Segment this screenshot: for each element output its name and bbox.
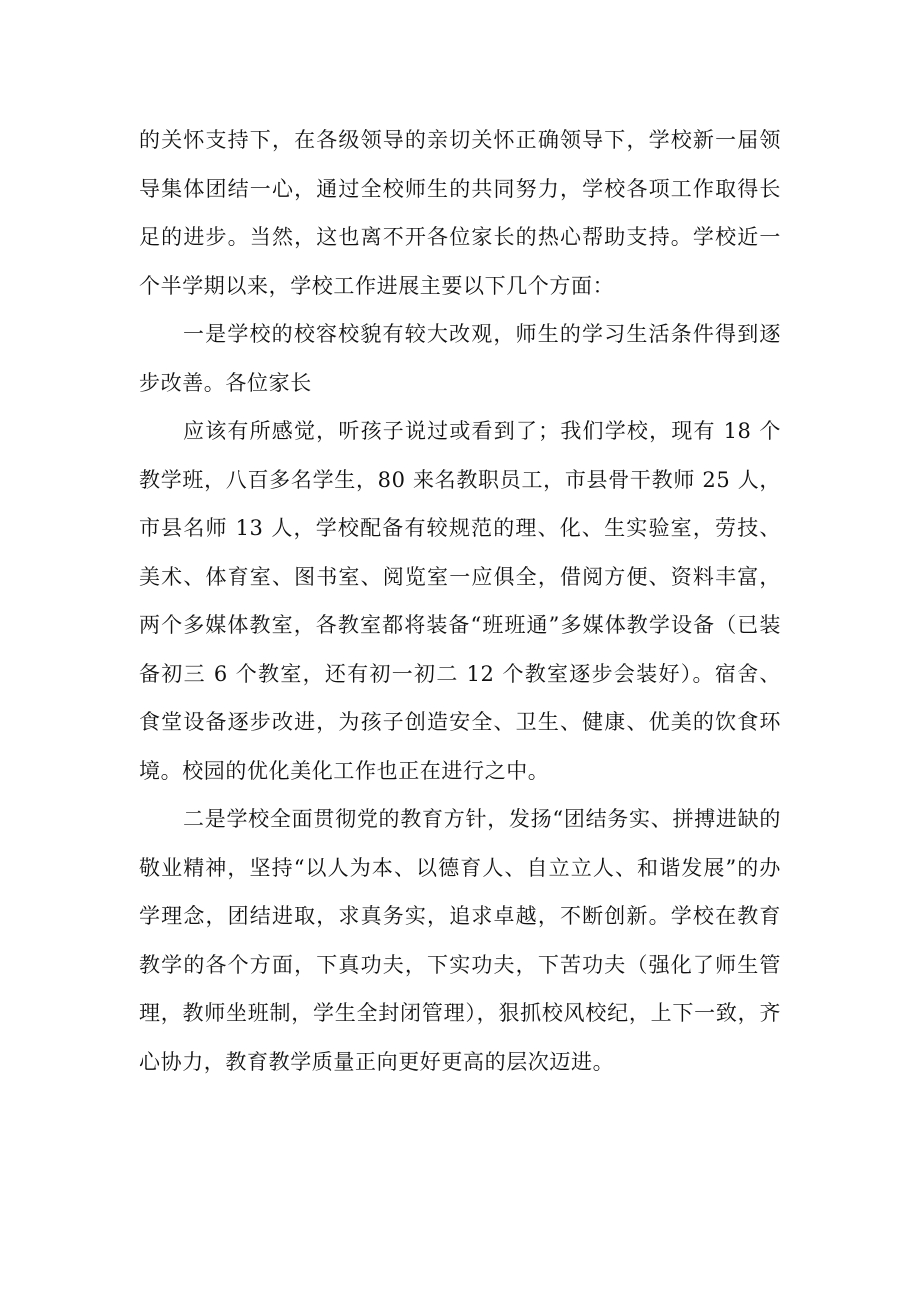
- paragraph-campus-improvement: 一是学校的校容校貌有较大改观，师生的学习生活条件得到逐步改善。各位家长: [139, 322, 781, 395]
- paragraph-education-policy: 二是学校全面贯彻党的教育方针，发扬“团结务实、拼搏进缺的敬业精神，坚持“以人为本、以德育人、自立立人、和谐发展”的办学理念，团结进取，求真务实，追求卓越，不断创新。学校在教育教学的各个方面，下真功夫，下实功夫，下苦功夫（强化了师生管理，教师坐班制，学生全封闭管理），狠抓校风校纪，上下一致，齐心协力，教育教学质量正向更好更高的层次迈进。: [139, 807, 781, 1074]
- paragraph-continuation: 的关怀支持下，在各级领导的亲切关怀正确领导下，学校新一届领导集体团结一心，通过全校师生的共同努力，学校各项工作取得长足的进步。当然，这也离不开各位家长的热心帮助支持。学校近一个半学期以来，学校工作进展主要以下几个方面：: [139, 128, 781, 298]
- document-body: [139, 116, 781, 1086]
- paragraph-school-facilities: 应该有所感觉，听孩子说过或看到了；我们学校，现有 18 个教学班，八百多名学生，80 来名教职员工，市县骨干教师 25 人，市县名师 13 人，学校配备有较规范的理、化、生实验室，劳技、美术、体育室、图书室、阅览室一应俱全，借阅方便、资料丰富，两个多媒体教室，各教室都将装备“班班通”多媒体教学设备（已装备初三 6 个教室，还有初一初二 12 个教室逐步会装好）。宿舍、食堂设备逐步改进，为孩子创造安全、卫生、健康、优美的饮食环境。校园的优化美化工作也正在进行之中。: [139, 419, 782, 783]
